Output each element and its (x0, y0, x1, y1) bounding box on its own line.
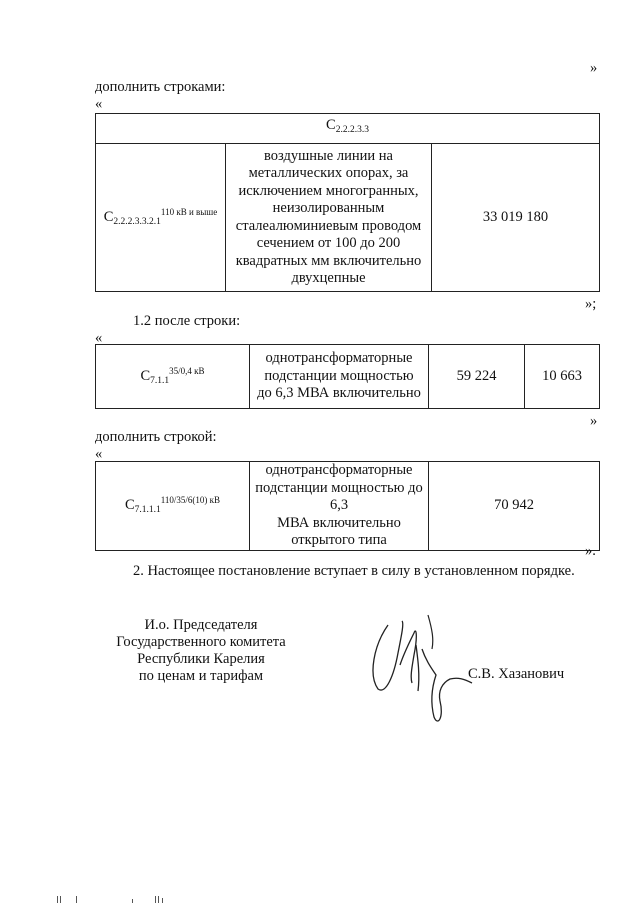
header-code: C (326, 117, 336, 134)
desc-line: открытого типа (291, 532, 387, 548)
row-code-sub: 7.1.1.1 (134, 505, 161, 515)
desc-line: сталеалюминиевым проводом (235, 217, 422, 234)
row-code-sup: 110 кВ и выше (160, 206, 218, 217)
desc-line: сечением от 100 до 200 (256, 235, 401, 251)
tariff-table-3 (95, 461, 600, 551)
row-description-cell (250, 345, 429, 409)
desc-line: квадратных мм включительно (235, 252, 422, 269)
closing-quote-3: ». (585, 543, 596, 559)
opening-quote-2: « (95, 330, 103, 346)
intro-text-3: дополнить строкой: (95, 429, 217, 445)
row-code-cell (96, 144, 226, 292)
scan-artifact (155, 896, 156, 903)
desc-line: двухцепные (291, 270, 366, 286)
desc-line: неизолированным (272, 200, 385, 216)
row-value-cell: 33 019 180 (432, 144, 600, 292)
signatory-line: Государственного комитета (116, 634, 286, 650)
desc-line: МВА включительно (277, 514, 401, 531)
row-value-cell: 59 224 (429, 345, 525, 409)
row-code-sub: 2.2.2.3.3.2.1 (113, 216, 161, 227)
scan-artifact (57, 896, 58, 903)
opening-quote-3: « (95, 446, 103, 462)
row-description-cell (250, 462, 429, 551)
tariff-table-1 (95, 113, 600, 292)
signatory-line: по ценам и тарифам (138, 668, 264, 684)
table-row (96, 345, 600, 409)
row-value-cell: 10 663 (525, 345, 600, 409)
scan-artifact (158, 896, 159, 903)
row-code-cell (96, 345, 250, 409)
table-row (96, 144, 600, 292)
scan-artifact (60, 896, 61, 903)
closing-quote-1: »; (585, 296, 597, 312)
signatory-line: Республики Карелия (137, 651, 265, 667)
row-code-sub: 7.1.1 (150, 375, 170, 386)
table-row (96, 462, 600, 551)
desc-line: однотрансформаторные (265, 462, 413, 478)
tariff-table-2 (95, 344, 600, 409)
scan-artifact (162, 898, 163, 903)
desc-line: металлических опорах, за (248, 165, 409, 181)
row-description-cell (226, 144, 432, 292)
table-header-row (96, 114, 600, 144)
row-code-sup: 110/35/6(10) кВ (160, 495, 221, 505)
closing-quote-2: » (590, 413, 598, 429)
desc-line: до 6,3 МВА включительно (257, 385, 421, 402)
desc-line: подстанции мощностью до 6,3 (255, 479, 423, 513)
row-code-sup: 35/0,4 кВ (169, 365, 205, 376)
intro-text-2: 1.2 после строки: (133, 313, 241, 329)
desc-line: подстанции мощностью (264, 367, 414, 384)
signatory-line: И.о. Председателя (144, 617, 258, 633)
scan-artifact (76, 896, 77, 903)
effective-date-paragraph: 2. Настоящее постановление вступает в силу в установленном порядке. (133, 563, 575, 579)
header-code-cell (96, 114, 600, 144)
signer-name: С.В. Хазанович (468, 666, 565, 682)
row-value-cell: 70 942 (429, 462, 600, 551)
header-code-sub: 2.2.2.3.3 (335, 125, 369, 136)
row-code: C (103, 208, 114, 225)
intro-text-1: дополнить строками: (95, 79, 226, 95)
row-code: C (140, 367, 151, 384)
row-code-cell (96, 462, 250, 551)
signatory-title (92, 617, 310, 685)
scan-artifact (132, 899, 133, 903)
desc-line: воздушные линии на (264, 147, 393, 164)
desc-line: однотрансформаторные (265, 350, 413, 367)
row-code: C (124, 497, 135, 513)
closing-quote-top: » (590, 60, 598, 76)
desc-line: исключением многогранных, (238, 182, 419, 199)
opening-quote-1: « (95, 96, 103, 112)
